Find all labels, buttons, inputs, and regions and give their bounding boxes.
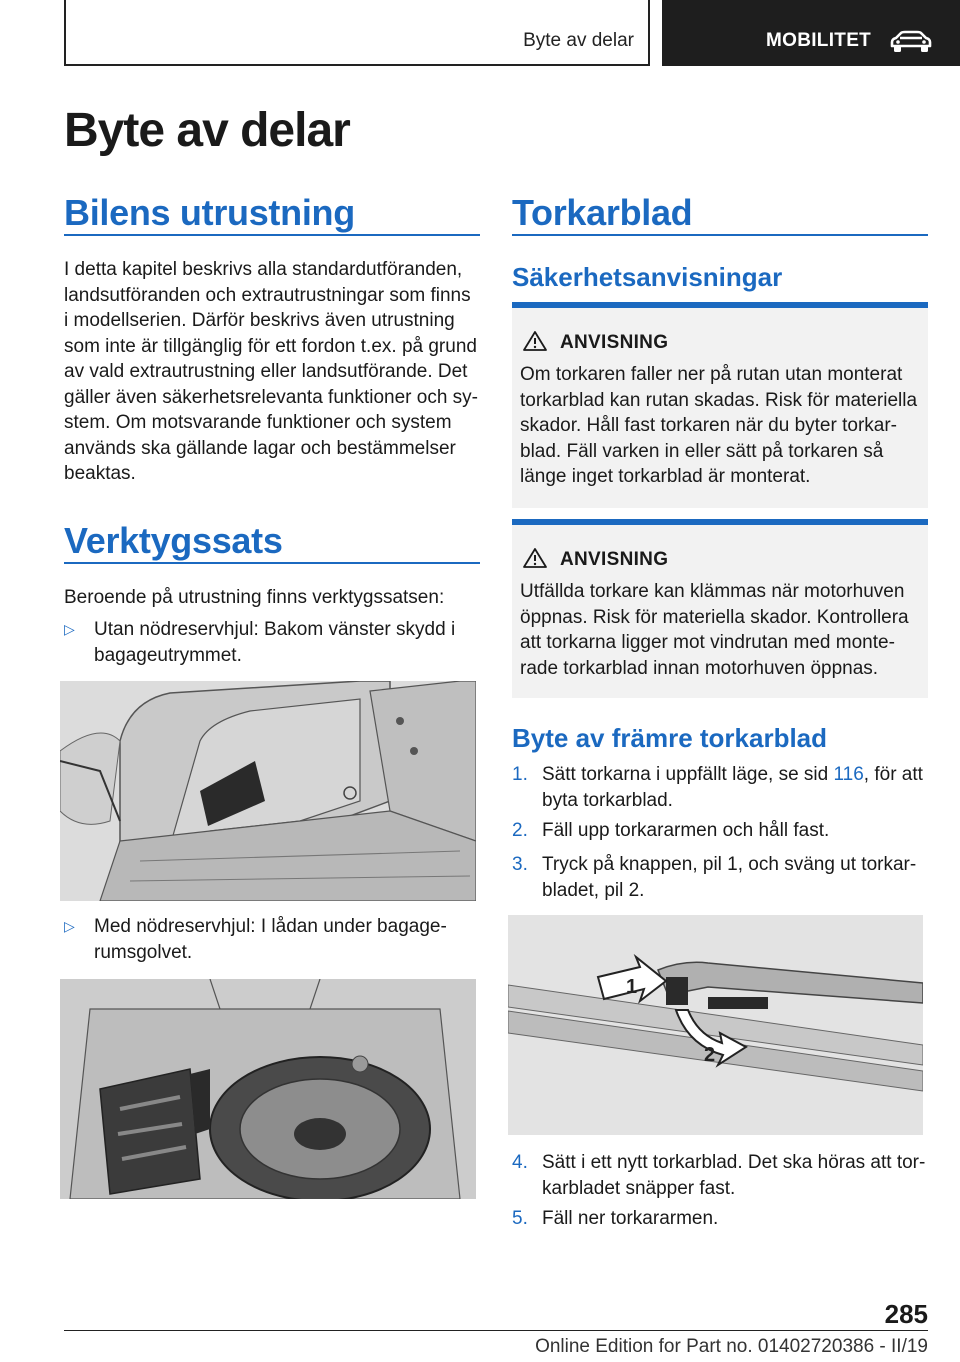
step-number: 5.	[512, 1208, 528, 1229]
step-item	[512, 852, 932, 904]
notice-text: Om torkaren faller ner på rutan utan monterat torkarblad kan rutan skadas. Risk för materiella skador. Håll fast torkaren när du byter torkar- blad. Fäll varken in eller sätt på torkaren så länge inget torkarblad är monterat.	[520, 364, 918, 487]
step-item	[512, 762, 932, 814]
notice-box	[512, 302, 928, 508]
step-number: 1.	[512, 764, 528, 785]
wiper-blade-illustration	[508, 915, 923, 1135]
trunk-side-panel-illustration	[60, 681, 476, 901]
footer-edition: Online Edition for Part no. 01402720386 - II/19	[535, 1336, 928, 1357]
spare-wheel-well-illustration	[60, 979, 476, 1199]
notice-box	[512, 519, 928, 698]
toolkit-intro: Beroende på utrustning finns verktygssatsen:	[64, 587, 445, 608]
header-section-title: Byte av delar	[523, 30, 634, 51]
step-item	[512, 1150, 932, 1202]
step-item	[512, 818, 932, 844]
car-icon	[888, 30, 934, 54]
step-number: 4.	[512, 1152, 528, 1173]
list-item	[64, 617, 484, 669]
page-number: 285	[884, 1299, 928, 1329]
step-number: 2.	[512, 820, 528, 841]
arrow-1-label: 1	[626, 976, 638, 998]
header-chapter-title: MOBILITET	[766, 30, 872, 51]
footer-rule	[64, 1330, 928, 1331]
step-text: Fäll ner torkararmen.	[542, 1208, 719, 1229]
step-text: Sätt i ett nytt torkarblad. Det ska höras att tor- karbladet snäpper fast.	[542, 1152, 926, 1199]
header-section-tab	[64, 0, 650, 66]
bullet-text: Utan nödreservhjul: Bakom vänster skydd i bagageutrymmet.	[94, 619, 456, 666]
bullet-marker: ▷	[64, 918, 75, 934]
notice-text: Utfällda torkare kan klämmas när motorhuven öppnas. Risk för materiella skador. Kontrollera att torkarna ligger mot vindrutan med monte- rade torkarblad innan motorhuven öppnas.	[520, 581, 909, 679]
bullet-text: Med nödreservhjul: I lådan under bagage- rumsgolvet.	[94, 916, 447, 963]
warning-icon	[522, 547, 548, 569]
page-title: Byte av delar	[64, 104, 350, 157]
notice-title: ANVISNING	[560, 332, 669, 353]
step-item	[512, 1206, 932, 1232]
bullet-marker: ▷	[64, 621, 75, 637]
warning-icon	[522, 330, 548, 352]
arrow-2-label: 2	[704, 1044, 716, 1066]
notice-title: ANVISNING	[560, 549, 669, 570]
heading-toolkit: Verktygssats	[64, 520, 283, 561]
step-text: Fäll upp torkararmen och håll fast.	[542, 820, 830, 841]
header-chapter-tab	[662, 0, 960, 66]
heading-rule	[64, 234, 480, 236]
heading-safety: Säkerhetsanvisningar	[512, 262, 783, 292]
equipment-paragraph: I detta kapitel beskrivs alla standardutföranden, landsutföranden och extrautrustningar som finns i modellserien. Därför beskrivs även utrustning som inte är tillgänglig för ett fordon t.ex. på grund av vald extrautrustning eller landsutförande. Det gäller även säkerhetsrelevanta funktioner och sy- stem. Om motsvarande funktioner och system används ska gällande lagar och bestämmelser beaktas.	[64, 259, 479, 484]
list-item	[64, 914, 484, 966]
page-link[interactable]: 116	[833, 764, 864, 785]
heading-front-wiper: Byte av främre torkarblad	[512, 723, 828, 753]
step-text: Sätt torkarna i uppfällt läge, se sid 116, för att byta torkarblad.	[542, 764, 923, 811]
heading-rule	[512, 234, 928, 236]
step-number: 3.	[512, 854, 528, 875]
step-text: Tryck på knappen, pil 1, och sväng ut torkar- bladet, pil 2.	[542, 854, 917, 901]
heading-equipment: Bilens utrustning	[64, 192, 355, 233]
heading-rule	[64, 562, 480, 564]
heading-wiper: Torkarblad	[512, 192, 693, 233]
